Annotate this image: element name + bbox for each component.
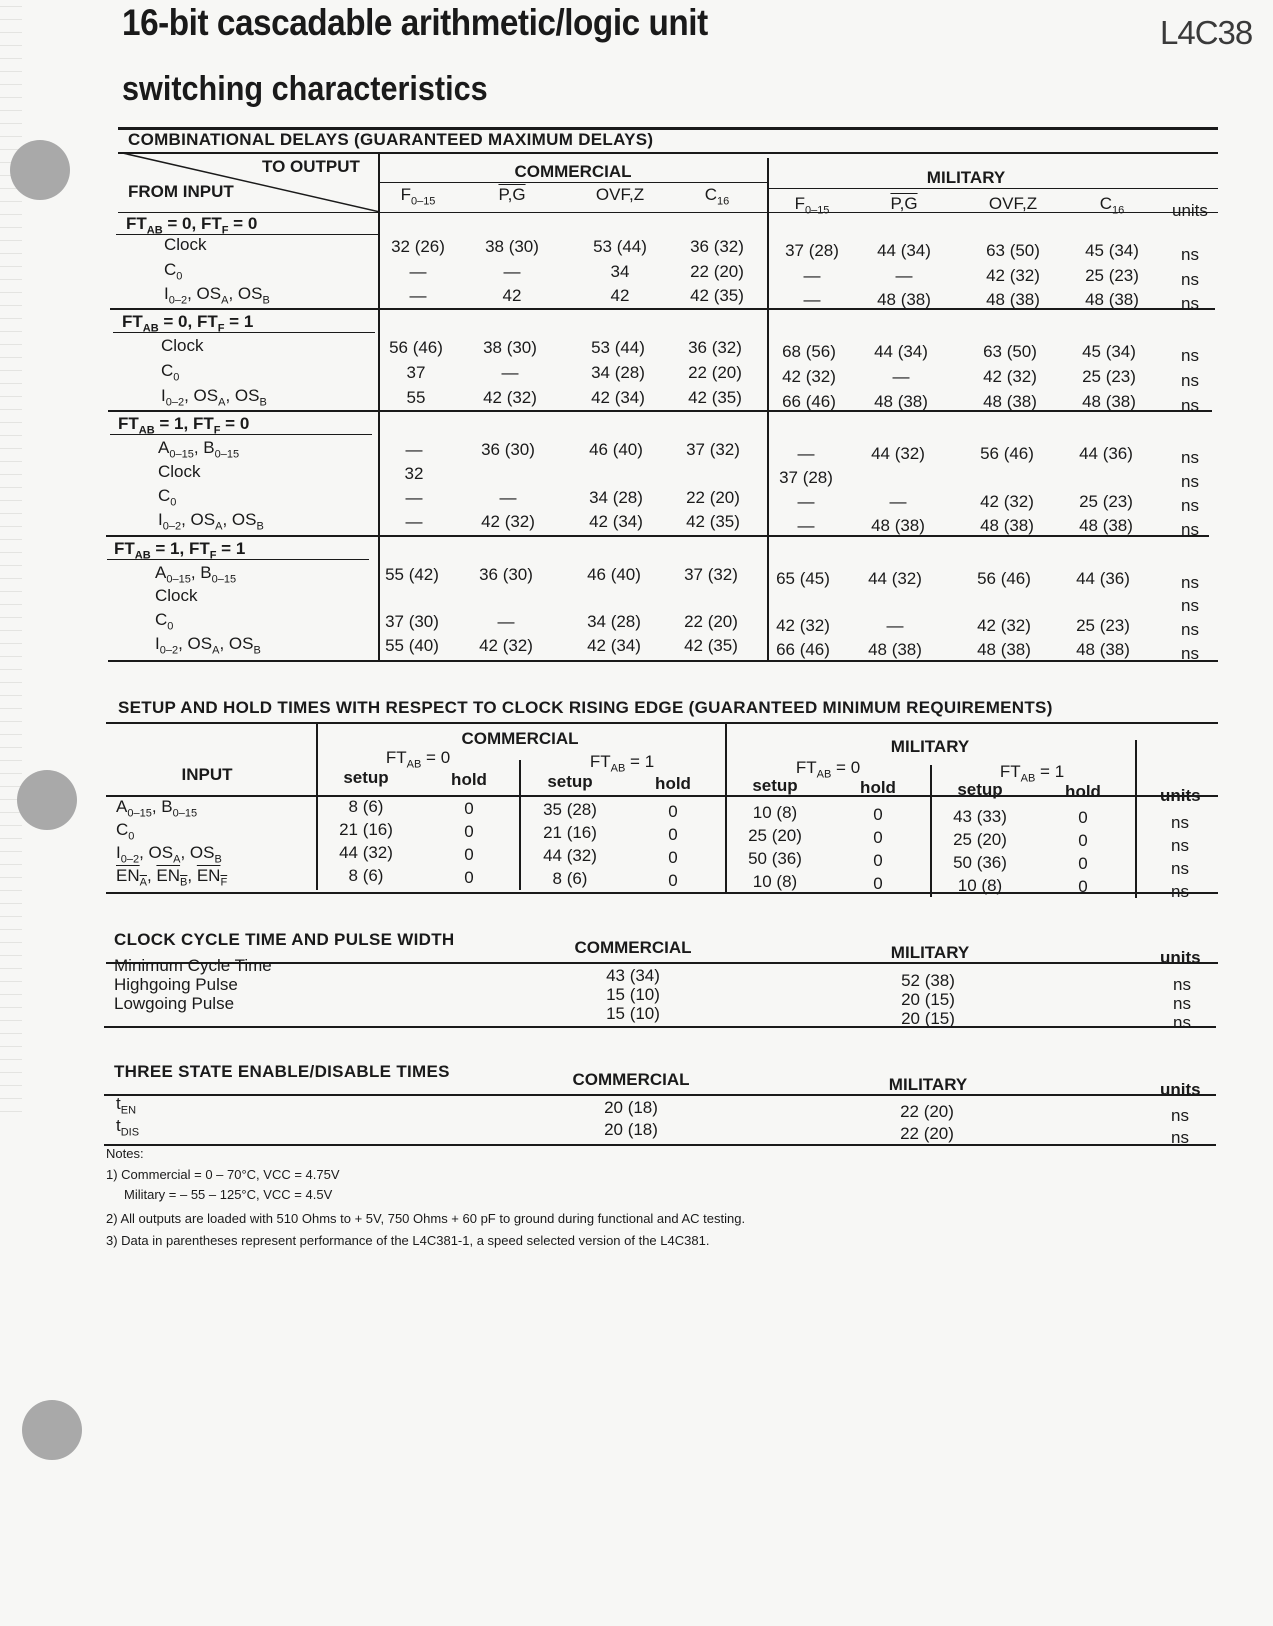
unit-cell: ns xyxy=(1171,882,1189,901)
value-cell: 22 (20) xyxy=(688,363,742,382)
unit-cell: ns xyxy=(1181,596,1199,615)
unit-cell: ns xyxy=(1181,620,1199,639)
value-cell: 48 (38) xyxy=(871,516,925,535)
unit-cell: ns xyxy=(1181,496,1199,515)
value-cell: 20 (18) xyxy=(604,1120,658,1139)
value-cell: 25 (23) xyxy=(1085,266,1139,285)
punch-hole xyxy=(10,140,70,200)
setup-header: setup xyxy=(957,780,1003,799)
value-cell: 56 (46) xyxy=(980,444,1034,463)
value-cell: — xyxy=(405,440,423,459)
value-cell: 45 (34) xyxy=(1085,241,1139,260)
unit-cell: ns xyxy=(1181,371,1199,390)
rule xyxy=(104,1144,1216,1146)
value-cell: 44 (34) xyxy=(877,241,931,260)
unit-cell: ns xyxy=(1181,573,1199,592)
column-divider xyxy=(725,722,727,894)
rule xyxy=(768,188,1218,189)
unit-cell: ns xyxy=(1171,813,1189,832)
note-item: Military = – 55 – 125°C, VCC = 4.5V xyxy=(124,1187,333,1202)
value-cell: 48 (38) xyxy=(977,640,1031,659)
group-rule xyxy=(116,234,378,235)
to-output-label: TO OUTPUT xyxy=(262,157,360,176)
value-cell: 0 xyxy=(873,874,883,893)
column-header: OVF,Z xyxy=(988,194,1038,213)
value-cell: 44 (32) xyxy=(871,444,925,463)
military-header: MILITARY xyxy=(890,943,970,962)
value-cell: 25 (20) xyxy=(953,829,1007,849)
column-header: P,G xyxy=(498,185,526,204)
hold-header: hold xyxy=(451,770,487,789)
value-cell: 22 (20) xyxy=(684,612,738,631)
value-cell: 34 (28) xyxy=(591,363,645,382)
section-title: switching characteristics xyxy=(122,70,488,108)
unit-cell: ns xyxy=(1181,396,1199,415)
value-cell: 0 xyxy=(668,801,678,821)
value-cell: 55 xyxy=(406,388,426,407)
table-caption: SETUP AND HOLD TIMES WITH RESPECT TO CLOCK RISING EDGE (GUARANTEED MINIMUM REQUIREMENTS) xyxy=(118,698,1053,717)
value-cell: 38 (30) xyxy=(483,338,537,357)
value-cell: — xyxy=(409,286,427,305)
value-cell: 10 (8) xyxy=(957,875,1003,895)
value-cell: 55 (40) xyxy=(385,636,439,655)
value-cell: 22 (20) xyxy=(900,1102,954,1121)
group-title: $FT_{AB} = 0$, $FT_F = 1$ xyxy=(122,312,254,335)
value-cell: 44 (32) xyxy=(868,569,922,588)
value-cell: — xyxy=(895,266,913,285)
group-separator xyxy=(108,410,1212,412)
value-cell: 42 xyxy=(502,286,522,305)
value-cell: 25 (23) xyxy=(1082,367,1136,386)
value-cell: — xyxy=(499,488,517,507)
commercial-header: COMMERCIAL xyxy=(461,729,579,748)
value-cell: 36 (30) xyxy=(479,565,533,584)
value-cell: 34 xyxy=(610,262,630,281)
value-cell: 56 (46) xyxy=(977,569,1031,588)
value-cell: — xyxy=(409,262,427,281)
value-cell: — xyxy=(803,266,821,285)
setup-header: setup xyxy=(547,772,593,791)
rule xyxy=(106,962,1218,964)
rule xyxy=(108,660,1218,662)
unit-cell: ns xyxy=(1181,520,1199,539)
hold-header: hold xyxy=(860,778,896,797)
value-cell: — xyxy=(503,262,521,281)
value-cell: 46 (40) xyxy=(587,565,641,584)
value-cell: 42 (35) xyxy=(688,388,742,407)
value-cell: 36 (32) xyxy=(688,338,742,357)
value-cell: 38 (30) xyxy=(485,237,539,256)
row-label: Lowgoing Pulse xyxy=(114,994,235,1013)
value-cell: 63 (50) xyxy=(986,241,1040,260)
value-cell: 42 (32) xyxy=(776,616,830,635)
group-title: $FT_{AB} = 0$, $FT_F = 0$ xyxy=(126,214,258,237)
value-cell: 42 (34) xyxy=(591,388,645,407)
value-cell: 42 xyxy=(610,286,630,305)
hold-header: hold xyxy=(655,774,691,793)
note-item: 2) All outputs are loaded with 510 Ohms to + 5V, 750 Ohms + 60 pF to ground during functional and AC testing. xyxy=(106,1211,746,1226)
value-cell: 53 (44) xyxy=(593,237,647,256)
value-cell: 10 (8) xyxy=(752,872,798,892)
value-cell: 66 (46) xyxy=(782,392,836,411)
value-cell: 15 (10) xyxy=(606,985,660,1004)
units-header: units xyxy=(1160,948,1201,967)
value-cell: 37 (32) xyxy=(684,565,738,584)
row-input-label: Clock xyxy=(158,462,201,481)
unit-cell: ns xyxy=(1181,346,1199,365)
value-cell: — xyxy=(405,512,423,531)
value-cell: 42 (32) xyxy=(980,492,1034,511)
unit-cell: ns xyxy=(1171,836,1189,855)
row-input-label: $I_{0-2}$, $OS_A$, $OS_B$ xyxy=(161,386,267,409)
row-input-label: $C_0$ xyxy=(155,610,174,633)
row-input-label: $A_{0-15}$, $B_{0-15}$ xyxy=(116,797,198,820)
value-cell: 36 (30) xyxy=(481,440,535,459)
value-cell: 22 (20) xyxy=(686,488,740,507)
value-cell: 0 xyxy=(668,824,678,844)
value-cell: 8 (6) xyxy=(552,869,588,889)
commercial-header: COMMERCIAL xyxy=(572,1070,690,1089)
column-header: $C_{16}$ xyxy=(704,185,730,208)
value-cell: 42 (32) xyxy=(983,367,1037,386)
commercial-header: COMMERCIAL xyxy=(574,938,692,957)
value-cell: 48 (38) xyxy=(868,640,922,659)
value-cell: 32 (26) xyxy=(391,237,445,256)
value-cell: 25 (23) xyxy=(1079,492,1133,511)
value-cell: 8 (6) xyxy=(348,797,384,816)
value-cell: 65 (45) xyxy=(776,569,830,588)
value-cell: 20 (18) xyxy=(604,1098,658,1117)
unit-cell: ns xyxy=(1181,644,1199,663)
table-caption: CLOCK CYCLE TIME AND PULSE WIDTH xyxy=(114,930,455,949)
row-input-label: $C_0$ xyxy=(116,820,135,843)
value-cell: 0 xyxy=(464,844,474,864)
row-input-label: $EN_A$, $EN_B$, $EN_F$ xyxy=(116,866,228,889)
unit-cell: ns xyxy=(1181,294,1199,313)
value-cell: 45 (34) xyxy=(1082,342,1136,361)
value-cell: 37 (28) xyxy=(779,468,833,487)
unit-cell: ns xyxy=(1181,270,1199,289)
value-cell: 20 (15) xyxy=(901,990,955,1009)
note-item: 3) Data in parentheses represent performance of the L4C381-1, a speed selected version of the L4C381. xyxy=(106,1233,710,1248)
value-cell: 0 xyxy=(873,851,883,870)
row-input-label: $A_{0-15}$, $B_{0-15}$ xyxy=(155,563,237,586)
value-cell: 35 (28) xyxy=(543,800,597,820)
value-cell: 44 (36) xyxy=(1079,444,1133,463)
row-input-label: $I_{0-2}$, $OS_A$, $OS_B$ xyxy=(158,510,264,533)
row-input-label: $C_0$ xyxy=(164,260,183,283)
value-cell: 42 (35) xyxy=(690,286,744,305)
value-cell: 48 (38) xyxy=(874,392,928,411)
row-input-label: $I_{0-2}$, $OS_A$, $OS_B$ xyxy=(155,634,261,657)
row-input-label: $C_0$ xyxy=(158,486,177,509)
group-rule xyxy=(113,332,375,333)
value-cell: 63 (50) xyxy=(983,342,1037,361)
punch-hole xyxy=(17,770,77,830)
table-caption: THREE STATE ENABLE/DISABLE TIMES xyxy=(114,1062,450,1081)
value-cell: 48 (38) xyxy=(1079,516,1133,535)
unit-cell: ns xyxy=(1173,1013,1191,1032)
ft-header: $FT_{AB} = 1$ xyxy=(589,752,655,775)
unit-cell: ns xyxy=(1173,994,1191,1013)
value-cell: 15 (10) xyxy=(606,1004,660,1023)
value-cell: 43 (34) xyxy=(606,966,660,985)
value-cell: — xyxy=(892,367,910,386)
row-label: $t_{EN}$ xyxy=(116,1094,137,1117)
value-cell: 0 xyxy=(464,821,474,841)
input-header: INPUT xyxy=(181,765,233,784)
column-divider xyxy=(316,722,318,890)
unit-cell: ns xyxy=(1181,448,1199,467)
column-divider xyxy=(1135,740,1137,898)
ft-header: $FT_{AB} = 1$ xyxy=(999,762,1065,785)
row-input-label: $A_{0-15}$, $B_{0-15}$ xyxy=(158,438,240,461)
value-cell: 0 xyxy=(1078,808,1088,828)
value-cell: 34 (28) xyxy=(589,488,643,507)
row-label: Minimum Cycle Time xyxy=(114,956,272,975)
value-cell: 42 (34) xyxy=(589,512,643,531)
value-cell: — xyxy=(803,290,821,309)
value-cell: 44 (32) xyxy=(339,843,393,862)
row-input-label: Clock xyxy=(161,336,204,355)
value-cell: 42 (32) xyxy=(481,512,535,531)
value-cell: 25 (23) xyxy=(1076,616,1130,635)
value-cell: 0 xyxy=(464,798,474,818)
value-cell: — xyxy=(797,492,815,511)
rule xyxy=(104,1026,1216,1028)
value-cell: 55 (42) xyxy=(385,565,439,584)
value-cell: 34 (28) xyxy=(587,612,641,631)
value-cell: 10 (8) xyxy=(752,803,798,823)
value-cell: 44 (34) xyxy=(874,342,928,361)
value-cell: — xyxy=(497,612,515,631)
military-header: MILITARY xyxy=(888,1075,968,1094)
group-rule xyxy=(107,559,369,560)
units-header: units xyxy=(1160,1080,1201,1099)
value-cell: 50 (36) xyxy=(748,849,802,869)
notes-heading: Notes: xyxy=(106,1146,144,1161)
value-cell: — xyxy=(501,363,519,382)
column-divider xyxy=(519,760,521,890)
value-cell: 52 (38) xyxy=(901,971,955,990)
units-header: units xyxy=(1160,786,1201,805)
group-title: $FT_{AB} = 1$, $FT_F = 1$ xyxy=(114,539,246,562)
value-cell: 0 xyxy=(1078,854,1088,874)
value-cell: 48 (38) xyxy=(1082,392,1136,411)
note-item: 1) Commercial = 0 – 70°C, VCC = 4.75V xyxy=(106,1167,340,1182)
row-input-label: $C_0$ xyxy=(161,361,180,384)
unit-cell: ns xyxy=(1171,1106,1189,1125)
value-cell: 42 (35) xyxy=(686,512,740,531)
value-cell: 42 (32) xyxy=(782,367,836,386)
value-cell: 0 xyxy=(668,870,678,890)
row-input-label: $I_{0-2}$, $OS_A$, $OS_B$ xyxy=(164,284,270,307)
value-cell: 44 (36) xyxy=(1076,569,1130,588)
military-header: MILITARY xyxy=(926,168,1006,187)
row-label: $t_{DIS}$ xyxy=(116,1116,140,1139)
value-cell: 42 (32) xyxy=(977,616,1031,635)
value-cell: 0 xyxy=(464,867,474,887)
part-number: L4C38 xyxy=(1160,14,1253,51)
value-cell: 48 (38) xyxy=(1076,640,1130,659)
value-cell: 0 xyxy=(668,847,678,867)
value-cell: — xyxy=(886,616,904,635)
punch-hole xyxy=(22,1400,82,1460)
value-cell: 22 (20) xyxy=(690,262,744,281)
value-cell: 25 (20) xyxy=(748,826,802,846)
military-header: MILITARY xyxy=(890,737,970,756)
value-cell: 43 (33) xyxy=(953,806,1007,826)
value-cell: 42 (32) xyxy=(483,388,537,407)
rule xyxy=(104,1094,1216,1096)
value-cell: — xyxy=(797,516,815,535)
column-header: $C_{16}$ xyxy=(1099,194,1125,217)
setup-header: setup xyxy=(343,768,389,787)
unit-cell: ns xyxy=(1181,245,1199,264)
column-header: $F_{0-15}$ xyxy=(794,194,830,217)
value-cell: 48 (38) xyxy=(983,392,1037,411)
value-cell: 66 (46) xyxy=(776,640,830,659)
value-cell: — xyxy=(797,444,815,463)
value-cell: 37 (32) xyxy=(686,440,740,459)
unit-cell: ns xyxy=(1171,1128,1189,1147)
group-title: $FT_{AB} = 1$, $FT_F = 0$ xyxy=(118,414,250,437)
value-cell: 0 xyxy=(1078,831,1088,851)
value-cell: 42 (32) xyxy=(986,266,1040,285)
ft-header: $FT_{AB} = 0$ xyxy=(385,748,451,771)
value-cell: 44 (32) xyxy=(543,846,597,866)
table-caption: COMBINATIONAL DELAYS (GUARANTEED MAXIMUM DELAYS) xyxy=(128,130,654,149)
value-cell: 48 (38) xyxy=(1085,290,1139,309)
value-cell: 0 xyxy=(873,828,883,847)
value-cell: 22 (20) xyxy=(900,1124,954,1143)
value-cell: 21 (16) xyxy=(339,820,393,839)
commercial-header: COMMERCIAL xyxy=(514,162,632,181)
ft-header: $FT_{AB} = 0$ xyxy=(795,758,861,781)
unit-cell: ns xyxy=(1181,472,1199,491)
value-cell: 37 (30) xyxy=(385,612,439,631)
value-cell: 36 (32) xyxy=(690,237,744,256)
from-input-label: FROM INPUT xyxy=(128,182,234,201)
column-divider xyxy=(378,152,380,662)
value-cell: 37 (28) xyxy=(785,241,839,260)
value-cell: 21 (16) xyxy=(543,823,597,843)
column-divider xyxy=(930,765,932,897)
rule xyxy=(106,795,1218,797)
value-cell: 56 (46) xyxy=(389,338,443,357)
value-cell: 37 xyxy=(406,363,426,382)
value-cell: 0 xyxy=(873,805,883,824)
value-cell: — xyxy=(889,492,907,511)
document-title: 16-bit cascadable arithmetic/logic unit xyxy=(122,2,708,43)
value-cell: 53 (44) xyxy=(591,338,645,357)
value-cell: 48 (38) xyxy=(986,290,1040,309)
value-cell: 48 (38) xyxy=(877,290,931,309)
group-separator xyxy=(106,535,1209,537)
row-label: Highgoing Pulse xyxy=(114,975,238,994)
rule xyxy=(106,892,1218,894)
value-cell: 32 xyxy=(404,464,424,483)
rule xyxy=(118,212,1218,213)
group-separator xyxy=(110,308,1215,310)
units-header: units xyxy=(1172,201,1208,220)
value-cell: 0 xyxy=(1078,877,1088,897)
unit-cell: ns xyxy=(1173,975,1191,994)
column-header: $F_{0-15}$ xyxy=(400,185,436,208)
value-cell: 42 (35) xyxy=(684,636,738,655)
column-header: OVF,Z xyxy=(595,185,645,204)
hold-header: hold xyxy=(1065,782,1101,801)
column-header: P,G xyxy=(890,194,918,213)
rule xyxy=(380,182,768,183)
unit-cell: ns xyxy=(1171,859,1189,878)
value-cell: 46 (40) xyxy=(589,440,643,459)
value-cell: 8 (6) xyxy=(348,866,384,885)
group-rule xyxy=(110,434,372,435)
value-cell: 42 (32) xyxy=(479,636,533,655)
value-cell: — xyxy=(405,488,423,507)
row-input-label: Clock xyxy=(164,235,207,254)
value-cell: 20 (15) xyxy=(901,1009,955,1028)
value-cell: 42 (34) xyxy=(587,636,641,655)
value-cell: 50 (36) xyxy=(953,852,1007,872)
row-input-label: Clock xyxy=(155,586,198,605)
rule xyxy=(106,722,1218,724)
value-cell: 68 (56) xyxy=(782,342,836,361)
value-cell: 48 (38) xyxy=(980,516,1034,535)
setup-header: setup xyxy=(752,776,798,795)
row-input-label: $I_{0-2}$, $OS_A$, $OS_B$ xyxy=(116,843,222,866)
